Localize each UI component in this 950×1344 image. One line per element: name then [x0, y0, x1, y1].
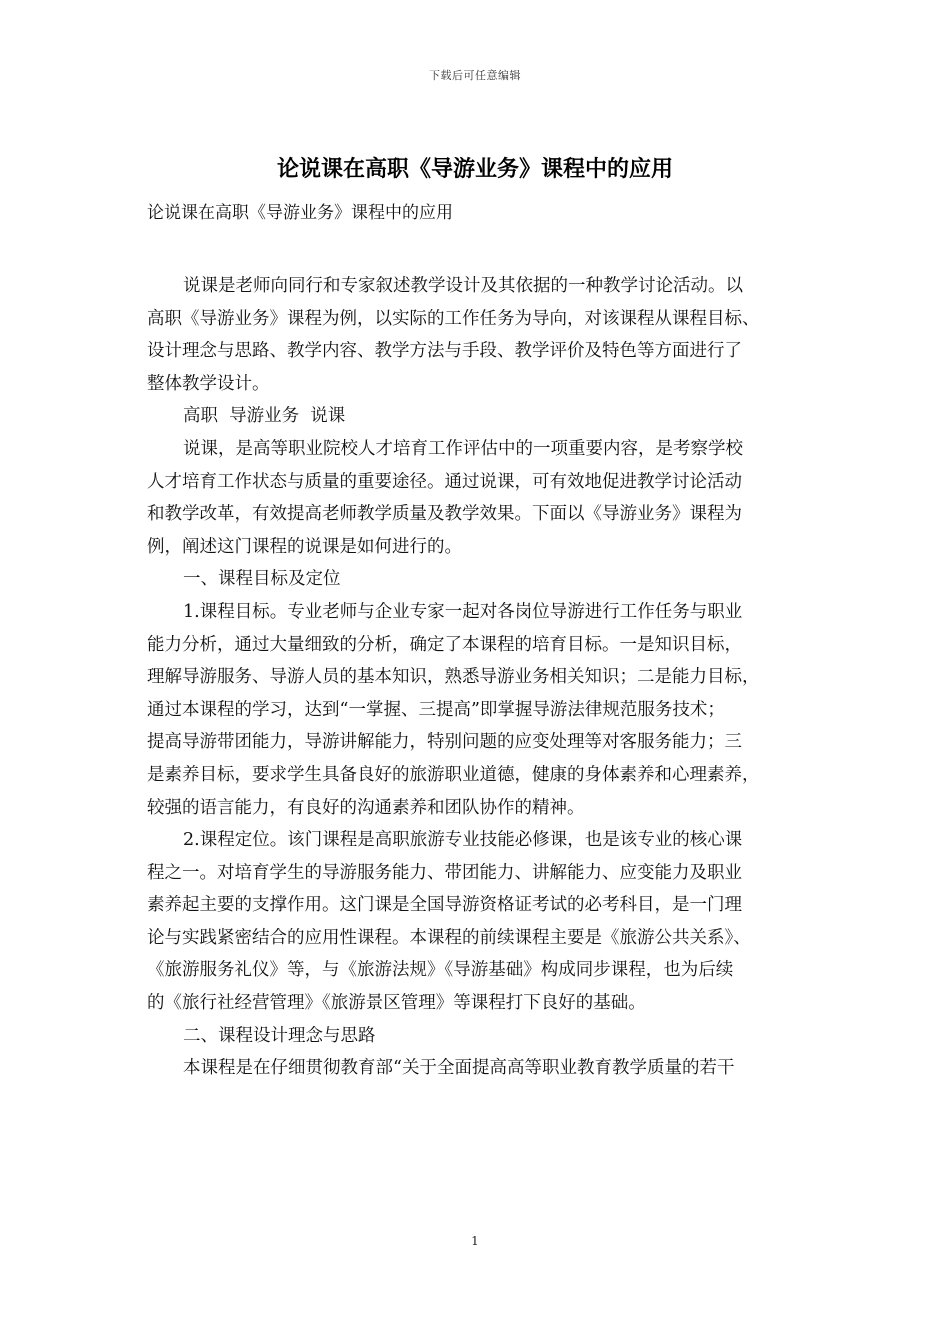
paragraph-line: 理解导游服务、导游人员的基本知识，熟悉导游业务相关知识；二是能力目标，	[147, 667, 760, 688]
paragraph-line: 和教学改革，有效提高老师教学质量及教学效果。下面以《导游业务》课程为	[147, 504, 742, 525]
paragraph-line: 的《旅行社经营管理》《旅游景区管理》等课程打下良好的基础。	[147, 993, 646, 1014]
document-body	[147, 270, 812, 1085]
paragraph-line: 通过本课程的学习，达到“一掌握、三提高”即掌握导游法律规范服务技术；	[147, 699, 725, 720]
paragraph-line: 例，阐述这门课程的说课是如何进行的。	[147, 536, 462, 557]
document-subtitle: 论说课在高职《导游业务》课程中的应用	[147, 203, 453, 223]
paragraph-line: 1.课程目标。专业老师与企业专家一起对各岗位导游进行工作任务与职业	[183, 601, 743, 622]
paragraph-line: 人才培育工作状态与质量的重要途径。通过说课，可有效地促进教学讨论活动	[147, 471, 742, 492]
paragraph-line: 程之一。对培育学生的导游服务能力、带团能力、讲解能力、应变能力及职业	[147, 862, 742, 883]
keywords-line: 高职 导游业务 说课	[183, 406, 346, 427]
paragraph-line: 整体教学设计。	[147, 373, 270, 394]
paragraph-line: 是素养目标，要求学生具备良好的旅游职业道德，健康的身体素养和心理素养，	[147, 764, 760, 785]
paragraph-line: 较强的语言能力，有良好的沟通素养和团队协作的精神。	[147, 797, 585, 818]
paragraph-line: 能力分析，通过大量细致的分析，确定了本课程的培育目标。一是知识目标，	[147, 634, 742, 655]
section-heading: 一、课程目标及定位	[183, 569, 341, 590]
page-header-note: 下载后可任意编辑	[429, 69, 521, 82]
paragraph-line: 说课，是高等职业院校人才培育工作评估中的一项重要内容，是考察学校	[183, 438, 743, 459]
paragraph-line: 论与实践紧密结合的应用性课程。本课程的前续课程主要是《旅游公共关系》、	[147, 927, 751, 948]
paragraph-line: 素养起主要的支撑作用。这门课是全国导游资格证考试的必考科目，是一门理	[147, 895, 742, 916]
paragraph-line: 高职《导游业务》课程为例，以实际的工作任务为导向，对该课程从课程目标、	[147, 308, 760, 329]
paragraph-line: 本课程是在仔细贯彻教育部“关于全面提高高等职业教育教学质量的若干	[183, 1058, 735, 1079]
paragraph-line: 说课是老师向同行和专家叙述教学设计及其依据的一种教学讨论活动。以	[183, 276, 743, 296]
paragraph-line: 设计理念与思路、教学内容、教学方法与手段、教学评价及特色等方面进行了	[147, 341, 742, 362]
page-number: 1	[471, 1234, 479, 1248]
paragraph-line: 2.课程定位。该门课程是高职旅游专业技能必修课，也是该专业的核心课	[183, 830, 743, 851]
paragraph-line: 提高导游带团能力，导游讲解能力，特别问题的应变处理等对客服务能力；三	[147, 732, 742, 753]
paragraph-line: 《旅游服务礼仪》等，与《旅游法规》《导游基础》构成同步课程，也为后续	[147, 960, 734, 981]
section-heading: 二、课程设计理念与思路	[183, 1025, 376, 1046]
document-title: 论说课在高职《导游业务》课程中的应用	[276, 157, 673, 182]
